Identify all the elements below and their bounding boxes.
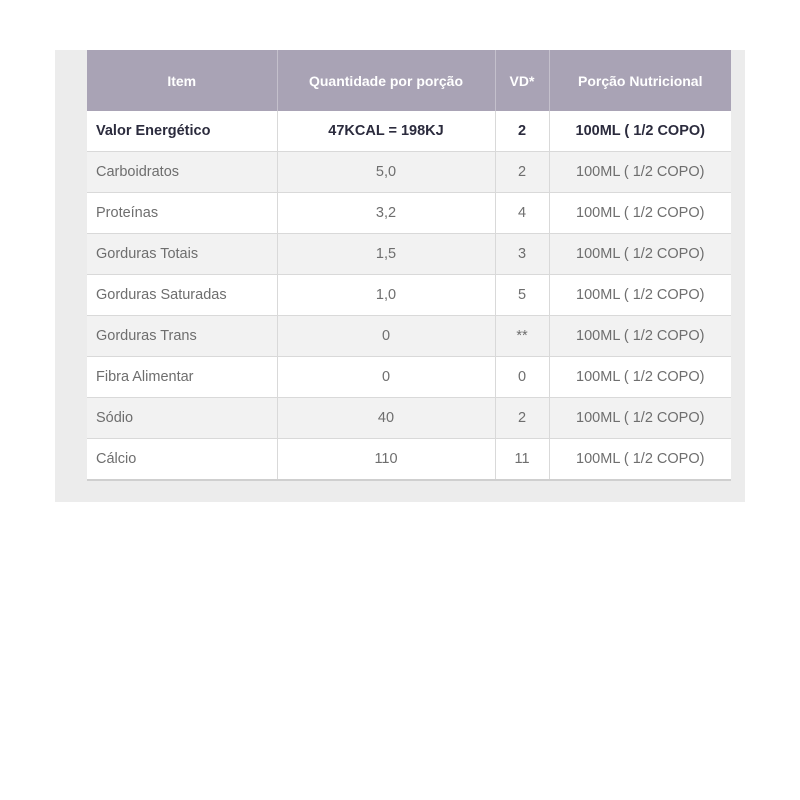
cell-portion: 100ML ( 1/2 COPO) <box>549 316 731 357</box>
cell-vd: 11 <box>495 439 549 481</box>
cell-item: Gorduras Totais <box>87 234 277 275</box>
cell-quantity: 47KCAL = 198KJ <box>277 111 495 152</box>
nutrition-table <box>87 50 731 481</box>
header-portion: Porção Nutricional <box>549 50 731 111</box>
cell-vd: 2 <box>495 398 549 439</box>
cell-portion: 100ML ( 1/2 COPO) <box>549 439 731 481</box>
table-row <box>87 275 731 316</box>
cell-quantity: 110 <box>277 439 495 481</box>
cell-item: Cálcio <box>87 439 277 481</box>
table-row <box>87 152 731 193</box>
cell-item: Proteínas <box>87 193 277 234</box>
table-row <box>87 234 731 275</box>
header-item: Item <box>87 50 277 111</box>
cell-item: Gorduras Trans <box>87 316 277 357</box>
cell-quantity: 1,0 <box>277 275 495 316</box>
table-body <box>87 111 731 480</box>
cell-quantity: 1,5 <box>277 234 495 275</box>
cell-vd: 5 <box>495 275 549 316</box>
cell-portion: 100ML ( 1/2 COPO) <box>549 111 731 152</box>
cell-quantity: 0 <box>277 357 495 398</box>
cell-item: Carboidratos <box>87 152 277 193</box>
cell-quantity: 40 <box>277 398 495 439</box>
table-row <box>87 398 731 439</box>
cell-vd: 3 <box>495 234 549 275</box>
cell-vd: 0 <box>495 357 549 398</box>
cell-portion: 100ML ( 1/2 COPO) <box>549 193 731 234</box>
cell-vd: 2 <box>495 152 549 193</box>
cell-portion: 100ML ( 1/2 COPO) <box>549 234 731 275</box>
cell-quantity: 3,2 <box>277 193 495 234</box>
header-row <box>87 50 731 111</box>
cell-quantity: 0 <box>277 316 495 357</box>
cell-item: Sódio <box>87 398 277 439</box>
cell-portion: 100ML ( 1/2 COPO) <box>549 398 731 439</box>
cell-quantity: 5,0 <box>277 152 495 193</box>
table-row <box>87 357 731 398</box>
cell-item: Fibra Alimentar <box>87 357 277 398</box>
cell-vd: ** <box>495 316 549 357</box>
cell-item: Gorduras Saturadas <box>87 275 277 316</box>
table-row <box>87 111 731 152</box>
table-row <box>87 439 731 481</box>
header-vd: VD* <box>495 50 549 111</box>
table-row <box>87 193 731 234</box>
cell-item: Valor Energético <box>87 111 277 152</box>
cell-vd: 4 <box>495 193 549 234</box>
cell-portion: 100ML ( 1/2 COPO) <box>549 152 731 193</box>
table-row <box>87 316 731 357</box>
cell-portion: 100ML ( 1/2 COPO) <box>549 357 731 398</box>
table-header <box>87 50 731 111</box>
cell-portion: 100ML ( 1/2 COPO) <box>549 275 731 316</box>
cell-vd: 2 <box>495 111 549 152</box>
header-quantity: Quantidade por porção <box>277 50 495 111</box>
